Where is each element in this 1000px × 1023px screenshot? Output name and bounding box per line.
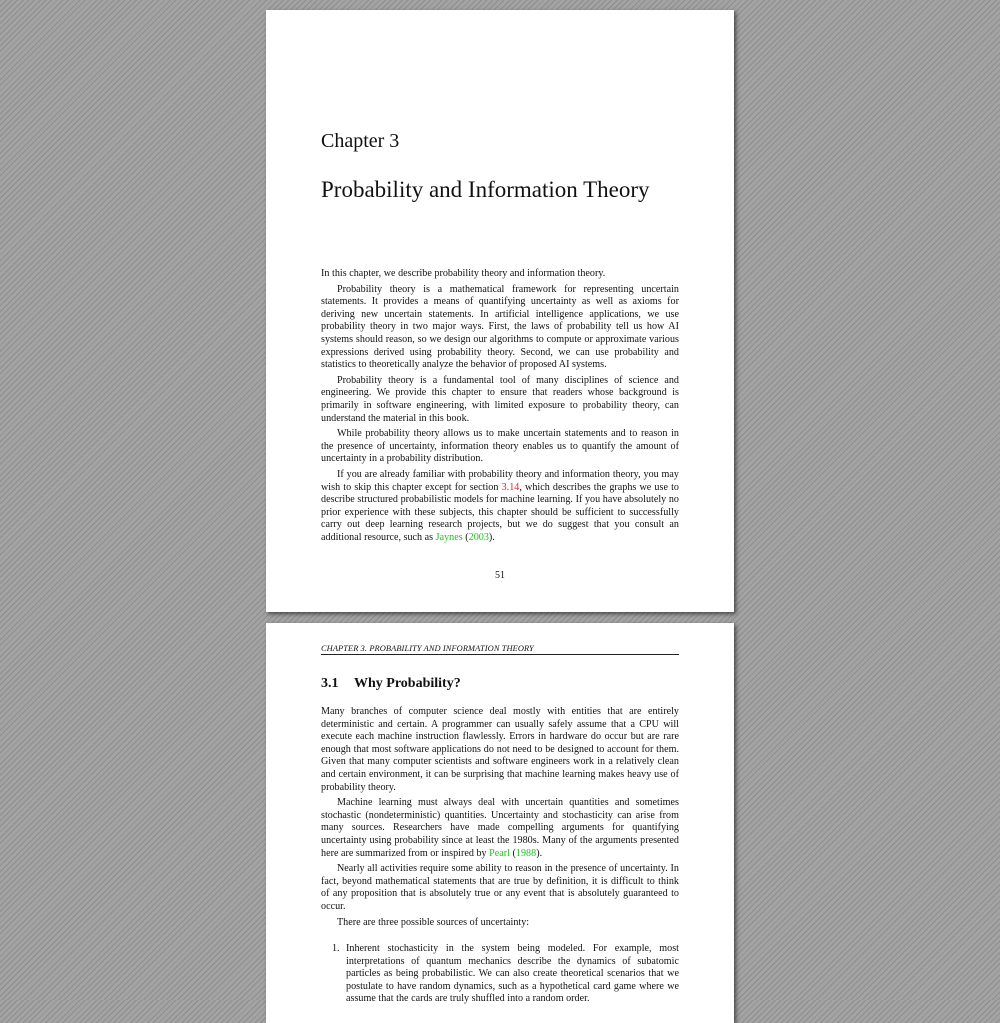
paragraph <box>321 469 679 545</box>
list-item <box>321 943 679 1006</box>
paragraph: Probability theory is a fundamental tool of many disciplines of science and engineering. We provide this chapter to ensure that readers whose background is primarily in software engineering, with limited exposure to probability theory, can understand the material in this book. <box>321 374 679 424</box>
section-number: 3.1 <box>321 676 339 691</box>
text-run: , which describes the graphs we use to describe structured probabilistic models for machine learning. If you have absolutely no prior experience with these subjects, this chapter should be sufficient to successfully carry out deep learning research projects, but we do suggest that you consult an additional resource, such as <box>321 481 679 543</box>
text-run: ). <box>536 847 543 859</box>
citation-year-link[interactable]: 1988 <box>515 847 537 859</box>
section-title: Why Probability? <box>354 676 461 691</box>
citation-author-link[interactable]: Pearl <box>489 847 510 859</box>
chapter-label: Chapter 3 <box>321 130 400 152</box>
text-run: ( <box>462 531 469 543</box>
document-page-51 <box>266 10 734 612</box>
paragraph: Nearly all activities require some ability to reason in the presence of uncertainty. In fact, beyond mathematical statements that are true by definition, it is difficult to think of any proposition that is absolutely true or any event that is absolutely guaranteed to occur. <box>321 863 679 912</box>
citation-year-link[interactable]: 2003 <box>468 531 489 543</box>
chapter-title: Probability and Information Theory <box>321 177 650 202</box>
document-page-52 <box>266 623 734 1023</box>
text-run: If you are already familiar with probability theory and information theory, you may wish to skip this chapter except for section <box>321 468 679 493</box>
text-run: ). <box>488 531 495 543</box>
paragraph: In this chapter, we describe probability theory and information theory. <box>321 268 606 279</box>
list-marker: 1. <box>332 943 340 955</box>
running-header: CHAPTER 3. PROBABILITY AND INFORMATION THEORY <box>321 644 679 655</box>
paragraph <box>321 797 679 860</box>
section-body <box>321 706 679 1006</box>
paragraph: Probability theory is a mathematical framework for representing uncertain statements. It provides a means of quantifying uncertainty as well as axioms for deriving new uncertain statements. In artificial intelligence applications, we use probability theory in two major ways. First, the laws of probability tell us how AI systems should reason, so we design our algorithms to compute or approximate various expressions derived using probability theory. Second, we can use probability and statistics to theoretically analyze the behavior of proposed AI systems. <box>321 283 679 371</box>
paragraph: While probability theory allows us to make uncertain statements and to reason in the presence of uncertainty, information theory enables us to quantify the amount of uncertainty in a probability distribution. <box>321 428 679 465</box>
paragraph: Many branches of computer science deal mostly with entities that are entirely deterministic and certain. A programmer can usually safely assume that a CPU will execute each machine instruction flawlessly. Errors in hardware do occur but are rare enough that most software applications do not need to be designed to account for them. Given that many computer scientists and software engineers work in a relatively clean and certain environment, it can be surprising that machine learning makes heavy use of probability theory. <box>321 706 679 793</box>
section-reference-link[interactable]: 3.14 <box>501 481 520 493</box>
paragraph: There are three possible sources of uncertainty: <box>337 916 530 928</box>
section-heading <box>321 676 461 692</box>
page-number: 51 <box>495 570 505 581</box>
citation-author-link[interactable]: Jaynes <box>435 531 463 543</box>
list-item-text: Inherent stochasticity in the system being modeled. For example, most interpretations of quantum mechanics describe the dynamics of subatomic particles as being probabilistic. We can also create theoretical scenarios that we postulate to have random dynamics, such as a hypothetical card game where we assume that the cards are truly shuffled into a random order. <box>346 943 679 1005</box>
text-run: ( <box>509 847 516 859</box>
chapter-intro-body <box>321 268 679 544</box>
text-run: Machine learning must always deal with uncertain quantities and sometimes stochastic (nondeterministic) quantities. Uncertainty and stochasticity can arise from many sources. Researchers have made compelling arguments for quantifying uncertainty using probability since at least the 1980s. Many of the arguments presented here are summarized from or inspired by <box>321 797 679 859</box>
uncertainty-sources-list <box>321 943 679 1006</box>
